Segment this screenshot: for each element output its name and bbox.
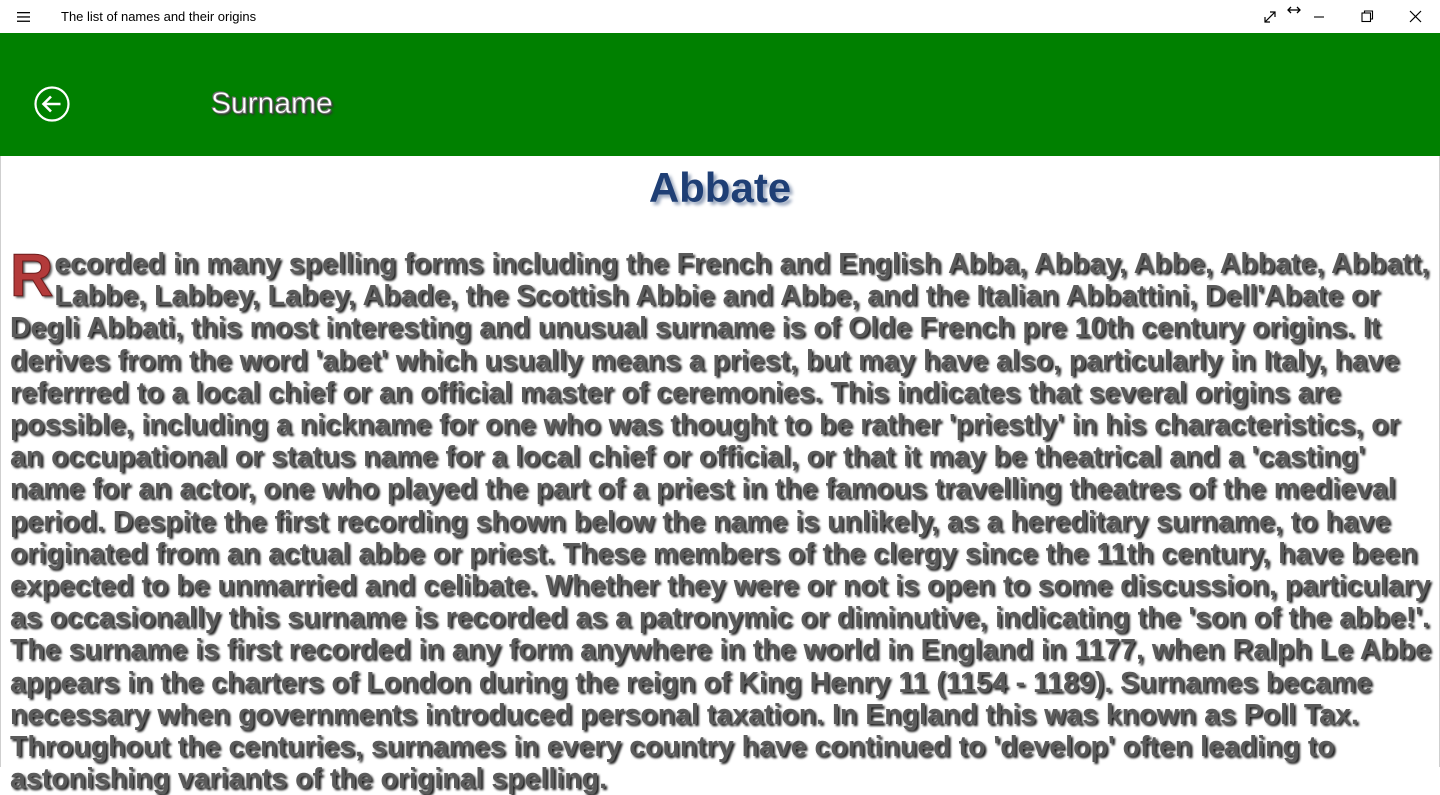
page-header bbox=[0, 33, 1440, 156]
window-title: The list of names and their origins bbox=[61, 9, 257, 24]
back-arrow-circle-icon[interactable] bbox=[33, 85, 71, 123]
title-bar bbox=[0, 0, 1440, 33]
minimize-icon[interactable] bbox=[1300, 0, 1338, 33]
surname-heading: Abbate bbox=[648, 164, 792, 211]
surname-content[interactable] bbox=[0, 156, 1440, 795]
fullscreen-icon[interactable] bbox=[1258, 0, 1282, 33]
close-icon[interactable] bbox=[1396, 0, 1434, 33]
drop-cap-letter: R bbox=[10, 242, 54, 309]
origin-description bbox=[10, 242, 1432, 795]
origin-text: ecorded in many spelling forms including the French and English Abba, Abbay, Abbe, Abbate, Abbatt, Labbe, Labbey, Labey, Abade, the Scottish Abbie and Abbe, and the Italian Abbattini, Dell'Abate or Degli Abbati, this most interesting and unusual surname is of Olde French pre 10th century origins. It derives from the word 'abet' which usually means a priest, but may have also, particularly in Italy, have referrred to a local chief or an official master of ceremonies. This indicates that several origins are possible, including a nickname for one who was thought to be rather 'priestly' in his characteristics, or an occupational or status name for a local chief or official, or that it may be theatrical and a 'casting' name for an actor, one who played the part of a priest in the famous travelling theatres of the medieval period. Despite the first recording shown below the name is unlikely, as a hereditary surname, to have originated from an actual abbe or priest. These members of the clergy since the 11th century, have been expected to be unmarried and celibate. Whether they were or not is open to some discussion, particulary as occasionally this surname is recorded as a patronymic or diminutive, indicating the 'son of the abbe!'. The surname is first recorded in any form anywhere in the world in England in 1177, when Ralph Le Abbe appears in the charters of London during the reign of King Henry 11 (1154 - 1189). Surnames became necessary when governments introduced personal taxation. In England this was known as Poll Tax. Throughout the centuries, surnames in every country have continued to 'develop' often leading to astonishing variants of the original spelling. bbox=[10, 248, 1432, 795]
hamburger-icon[interactable] bbox=[9, 4, 39, 29]
page-title: Surname bbox=[211, 87, 333, 120]
restore-icon[interactable] bbox=[1348, 0, 1386, 33]
